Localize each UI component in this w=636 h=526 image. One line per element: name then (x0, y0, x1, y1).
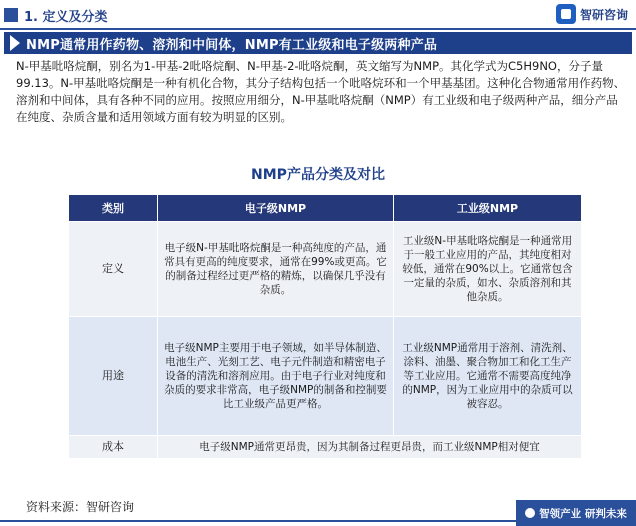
brand-name: 智研咨询 (579, 7, 628, 22)
row-electronic-cell: 电子级NMP主要用于电子领域，如半导体制造、电池生产、光刻工艺、电子元件制造和精密电子设备的清洗和溶剂应用。由于电子行业对纯度和杂质的要求非常高，电子级NMP的制备和控制要比工业级产品更严格。 (158, 317, 394, 436)
section-label: 1. 定义及分类 (24, 9, 108, 25)
intro-paragraph: N-甲基吡咯烷酮，别名为1-甲基-2吡咯烷酮、N-甲基-2-吡咯烷酮，英文缩写为NMP。其化学式为C5H9NO，分子量99.13。N-甲基吡咯烷酮是一种有机化合物，其分子结构包括一个吡咯烷环和一个甲基基团。这种化合物通常用作药物、溶剂和中间体，具有各种不同的应用。按照应用细分，N-甲基吡咯烷酮（NMP）有工业级和电子级两种产品，细分产品在纯度、杂质含量和适用领域方面有较为明显的区别。 (16, 59, 626, 124)
top-bar (0, 0, 636, 30)
table-header-row (69, 195, 582, 222)
brand-logo (556, 4, 628, 24)
top-divider (0, 28, 636, 30)
header-category: 类别 (69, 195, 158, 222)
row-industrial-cell: 工业级NMP通常用于溶剂、清洗剂、涂料、油墨、聚合物加工和化工生产等工业应用。它通常不需要高度纯净的NMP，因为工业应用中的杂质可以被容忍。 (394, 317, 582, 436)
title-banner (4, 32, 632, 54)
footer-brand (516, 500, 636, 526)
table-row (69, 222, 582, 317)
row-combined-cell: 电子级NMP通常更昂贵，因为其制备过程更昂贵，而工业级NMP相对便宜 (158, 436, 582, 459)
table-row (69, 317, 582, 436)
table-row (69, 436, 582, 459)
brand-logo-icon (556, 4, 576, 24)
row-industrial-cell: 工业级N-甲基吡咯烷酮是一种通常用于一般工业应用的产品，其纯度相对较低，通常在90%以上。它通常包含一定量的杂质，如水、杂质溶剂和其他杂质。 (394, 222, 582, 317)
brand-slogan: 智领产业 研判未来 (539, 507, 627, 520)
brand-dot-icon (525, 508, 535, 518)
chevron-right-icon (10, 35, 20, 51)
source-note: 资料来源：智研咨询 (26, 500, 135, 514)
section-tag (0, 0, 108, 30)
row-electronic-cell: 电子级N-甲基吡咯烷酮是一种高纯度的产品，通常具有更高的纯度要求，通常在99%或更高。它的制备过程经过更严格的精炼，以确保几乎没有杂质。 (158, 222, 394, 317)
bottom-divider (0, 520, 636, 522)
section-bullet-icon (4, 8, 18, 22)
header-electronic: 电子级NMP (158, 195, 394, 222)
row-category: 用途 (69, 317, 158, 436)
table-title: NMP产品分类及对比 (251, 167, 385, 183)
banner-title: NMP通常用作药物、溶剂和中间体，NMP有工业级和电子级两种产品 (26, 37, 438, 53)
header-industrial: 工业级NMP (394, 195, 582, 222)
row-category: 定义 (69, 222, 158, 317)
row-category: 成本 (69, 436, 158, 459)
comparison-table (68, 194, 582, 459)
